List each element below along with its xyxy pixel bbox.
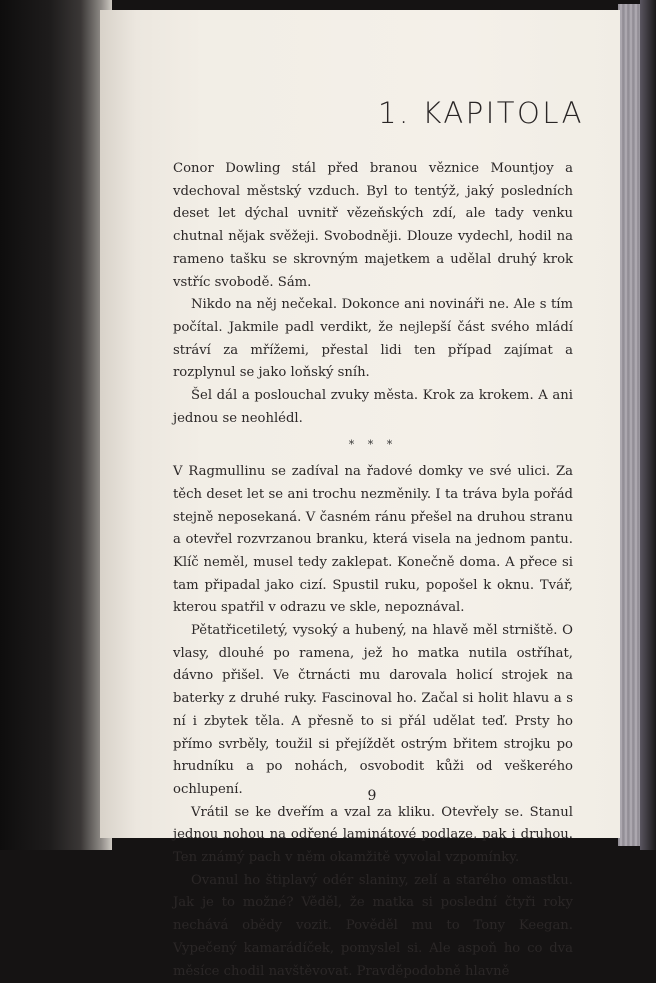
paragraph: V Ragmullinu se zadíval na řadové domky ve své ulici. Za těch deset let se ani trochu nezměnily. I ta tráva byla pořád stejně neposekaná. V časném ránu přešel na druhou stranu a otevřel rozvrzanou branku, která visela na jednom pantu. Klíč neměl, musel tedy zaklepat. Konečně doma. A přece si tam připadal jako cizí. Spustil ruku, popošel k oknu. Tvář, kterou spatřil v odrazu ve skle, nepoznával. — [173, 464, 573, 616]
page-number: 9 — [367, 788, 377, 804]
section-separator: * * * — [348, 438, 398, 452]
chapter-title: 1. KAPITOLA — [378, 96, 584, 130]
paragraph: Šel dál a poslouchal zvuky města. Krok za krokem. A ani jednou se neohlédl. — [173, 388, 573, 426]
paragraph: Nikdo na něj nečekal. Dokonce ani novináři ne. Ale s tím počítal. Jakmile padl verdikt, že nejlepší část svého mládí stráví za mřížemi, přestal lidi ten případ zajímat a rozplynul se jako loňský sníh. — [173, 297, 573, 381]
paragraph: Ovanul ho štiplavý odér slaniny, zelí a starého omastku. Jak je to možné? Věděl, že matka si poslední čtyři roky nechává obědy vozit. Pověděl mu to Tony Keegan. Vypečený kamarádíček, pomyslel si. Ale aspoň ho co dva měsíce chodil navštěvovat. Pravděpodobně hlavně — [173, 872, 573, 979]
paragraph: Conor Dowling stál před branou věznice Mountjoy a vdechoval městský vzduch. Byl to tentýž, jaký posledních deset let dýchal uvnitř vězeňských zdí, ale tady venku chutnal nějak svěžeji. Svobodněji. Dlouze vydechl, hodil na rameno tašku se skrovným majetkem a udělal druhý krok vstříc svobodě. Sám. — [173, 161, 573, 290]
body-text — [173, 158, 573, 983]
page-edges-shadow — [640, 0, 656, 850]
paragraph: Vrátil se ke dveřím a vzal za kliku. Otevřely se. Stanul jednou nohou na odřené laminátové podlaze, pak i druhou. Ten známý pach v něm okamžitě vyvolal vzpomínky. — [173, 804, 573, 866]
book-gutter-shadow — [0, 0, 112, 850]
paragraph: Pětatřicetiletý, vysoký a hubený, na hlavě měl strniště. O vlasy, dlouhé po ramena, jež ho matka nutila ostříhat, dávno přišel. Ve čtrnácti mu darovala holicí strojek na baterky z druhé ruky. Fascinoval ho. Začal si holit hlavu a s ní i zbytek těla. A přesně to si přál udělat teď. Prsty ho přímo svrběly, toužil si přejíždět ostrým břitem strojku po hrudníku a po nohách, osvobodit kůži od veškerého ochlupení. — [173, 623, 573, 797]
